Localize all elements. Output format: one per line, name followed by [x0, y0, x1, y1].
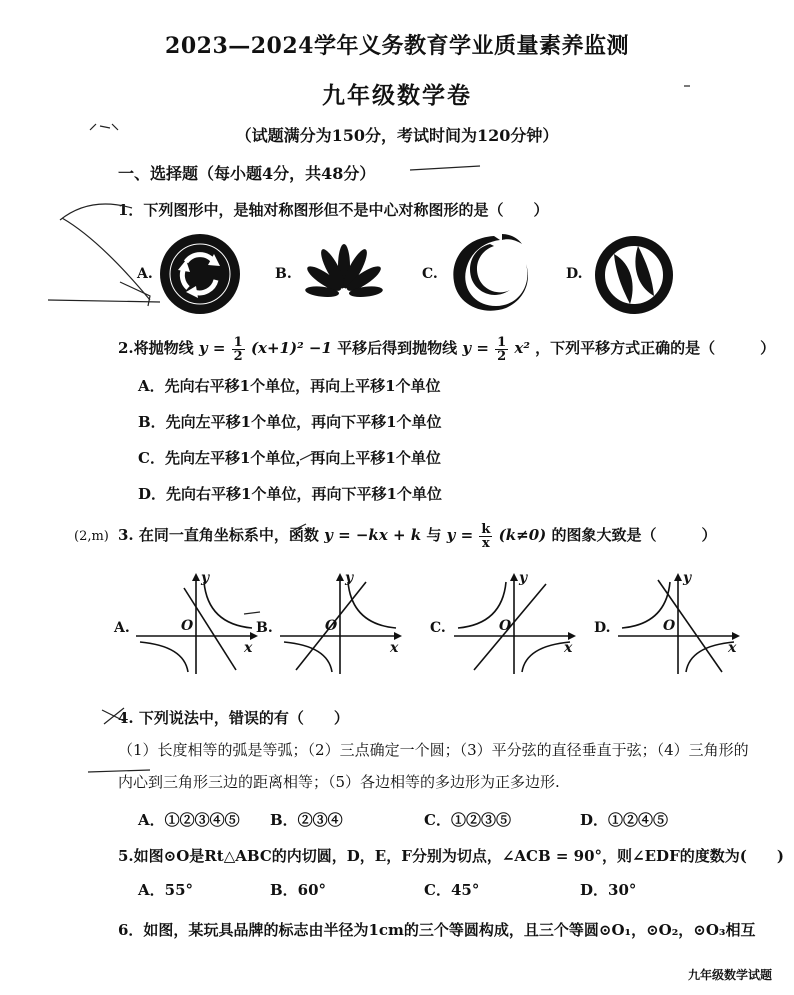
- q3-graph-d-y-axis: y: [683, 570, 692, 586]
- q1-option-d-label: D.: [566, 266, 583, 282]
- q3-graph-c-y-axis: y: [519, 570, 528, 586]
- q3-graph-b-y-axis: y: [345, 570, 354, 586]
- q2-expr1-right: (x+1)² −1: [250, 339, 332, 357]
- q3-graph-c-x-axis: x: [564, 640, 573, 656]
- q1-option-c-label: C.: [422, 266, 438, 282]
- q2-option-c: C．先向左平移1个单位，再向上平移1个单位: [138, 449, 441, 467]
- q3-graph-a-origin: O: [181, 618, 194, 634]
- q2-expr2-denominator: 2: [497, 348, 507, 364]
- q3-graph-d-origin: O: [663, 618, 676, 634]
- q3-graph-d-label: D.: [594, 620, 611, 636]
- page-footer-label: 九年级数学试题: [687, 968, 772, 982]
- q4-body-line-1: （1）长度相等的弧是等弧；（2）三点确定一个圆；（3）平分弦的直径垂直于弦；（4）三角形的: [118, 741, 749, 759]
- swirl-logo-icon: [444, 230, 534, 318]
- q5-option-b: B．60°: [270, 881, 327, 899]
- circular-arrows-logo-icon: [158, 232, 242, 316]
- q3-graph-b: [276, 570, 406, 678]
- q4-option-a: A．①②③④⑤: [138, 811, 240, 829]
- q3-stem-part-c: 的图象大致是（ ）: [551, 526, 717, 544]
- q3-graph-c: [450, 570, 580, 678]
- q3-graph-a-x-axis: x: [244, 640, 253, 656]
- q2-stem-part-a: 2.将抛物线: [118, 339, 194, 357]
- q3-graph-a: [132, 570, 262, 678]
- q3-expr2-right: (k≠0): [498, 526, 547, 544]
- question-4-stem: 4. 下列说法中，错误的有（ ）: [118, 709, 349, 727]
- q2-expr1-left: y =: [198, 339, 226, 357]
- q2-expr2-numerator: 1: [497, 334, 507, 350]
- q2-expr1-fraction: [232, 336, 245, 363]
- q3-graph-a-y-axis: y: [201, 570, 210, 586]
- q2-stem-part-c: ，下列平移方式正确的是（ ）: [535, 339, 776, 357]
- q2-expr1-numerator: 1: [233, 334, 243, 350]
- question-1-stem: 1．下列图形中，是轴对称图形但不是中心对称图形的是（ ）: [118, 201, 549, 219]
- exam-duration-note: （试题满分为150分，考试时间为120分钟）: [235, 126, 559, 145]
- q4-option-b: B．②③④: [270, 811, 343, 829]
- q3-graph-a-label: A.: [114, 620, 130, 636]
- q4-option-c: C．①②③⑤: [424, 811, 511, 829]
- question-2-stem: [118, 334, 775, 363]
- q2-option-b: B．先向左平移1个单位，再向下平移1个单位: [138, 413, 442, 431]
- q1-option-b-label: B.: [275, 266, 292, 282]
- q3-graph-c-label: C.: [430, 620, 446, 636]
- exam-subject-title: 九年级数学卷: [322, 82, 472, 109]
- q3-expr2-numerator: k: [481, 521, 491, 537]
- q5-option-c: C．45°: [424, 881, 480, 899]
- fan-petals-logo-icon: [298, 244, 390, 310]
- q3-expr2-left: y =: [446, 526, 474, 544]
- q3-graph-b-origin: O: [325, 618, 338, 634]
- q2-expr2-left: y =: [462, 339, 489, 357]
- question-3-stem: [118, 520, 717, 550]
- q2-expr1-denominator: 2: [233, 348, 243, 364]
- q3-margin-note: (2,m): [74, 529, 109, 544]
- q3-graph-c-origin: O: [499, 618, 512, 634]
- q2-stem-part-b: 平移后得到抛物线: [337, 339, 458, 357]
- q2-option-d: D．先向右平移1个单位，再向下平移1个单位: [138, 485, 442, 503]
- dongfeng-logo-icon: [592, 234, 676, 316]
- q2-expr2-right: x²: [514, 339, 530, 357]
- q5-option-d: D．30°: [580, 881, 637, 899]
- q4-option-d: D．①②④⑤: [580, 811, 669, 829]
- q3-stem-part-b: 与: [426, 526, 442, 544]
- q4-body-line-2: 内心到三角形三边的距离相等；（5）各边相等的多边形为正多边形.: [118, 773, 560, 791]
- q1-option-a-label: A.: [137, 266, 153, 282]
- q3-expr2-fraction: [479, 523, 492, 550]
- q2-option-a: A．先向右平移1个单位，再向上平移1个单位: [138, 377, 441, 395]
- q3-expr1: y = −kx + k: [324, 526, 422, 544]
- q3-graph-d: [614, 570, 744, 678]
- exam-title: 2023—2024学年义务教育学业质量素养监测: [165, 33, 629, 59]
- question-6-stem: 6．如图，某玩具品牌的标志由半径为1cm的三个等圆构成，且三个等圆⊙O₁，⊙O₂，⊙O₃相互: [118, 921, 756, 939]
- q3-graph-d-x-axis: x: [728, 640, 737, 656]
- q2-expr2-fraction: [495, 336, 508, 363]
- question-5-stem: 5.如图⊙O是Rt△ABC的内切圆，D，E，F分别为切点，∠ACB = 90°，则∠EDF的度数为( ): [118, 847, 784, 865]
- q3-graph-b-x-axis: x: [390, 640, 399, 656]
- q5-option-a: A．55°: [138, 881, 194, 899]
- section-heading-multiple-choice: 一、选择题（每小题4分，共48分）: [118, 164, 376, 183]
- q3-graph-b-label: B.: [256, 620, 273, 636]
- q3-expr2-denominator: x: [482, 535, 490, 551]
- q3-stem-part-a: 3. 在同一直角坐标系中，函数: [118, 526, 319, 544]
